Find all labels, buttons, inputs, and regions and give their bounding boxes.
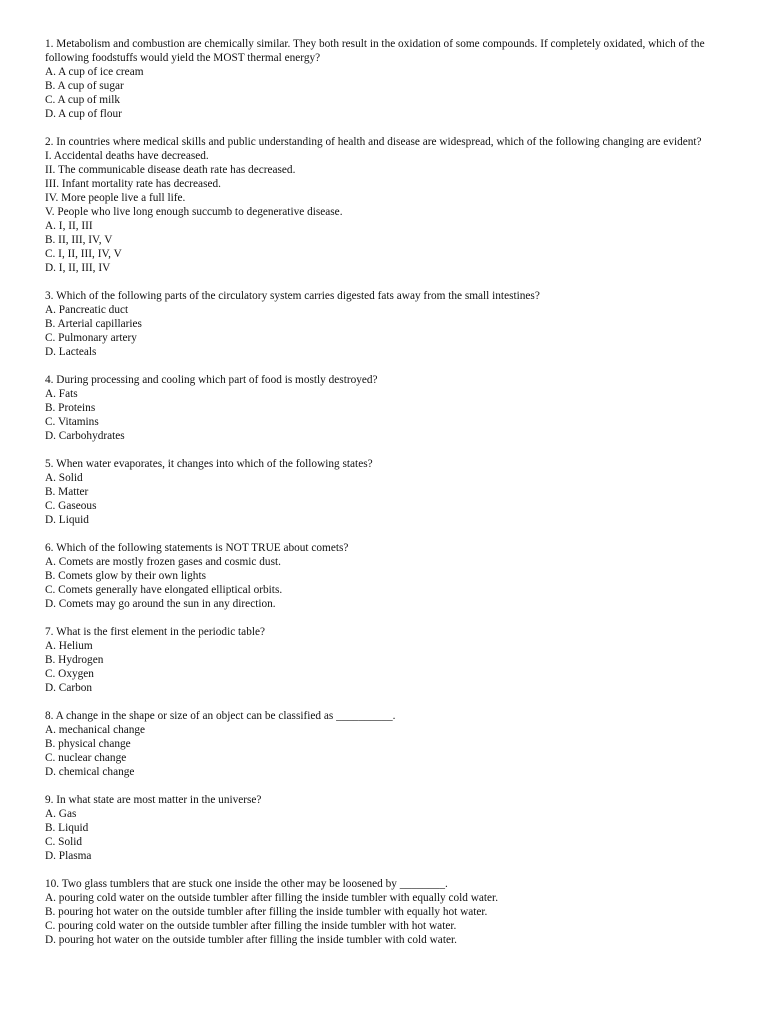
option-c: C. nuclear change xyxy=(45,752,127,764)
option-a: A. pouring cold water on the outside tumbler after filling the inside tumbler with equally cold water. xyxy=(45,892,499,904)
statement-iii: III. Infant mortality rate has decreased. xyxy=(45,178,221,190)
option-c: C. Pulmonary artery xyxy=(45,332,137,344)
question-stem: 7. What is the first element in the periodic table? xyxy=(45,626,266,638)
question-2 xyxy=(45,135,735,275)
question-7 xyxy=(45,625,735,695)
option-c: C. A cup of milk xyxy=(45,94,121,106)
question-stem: 8. A change in the shape or size of an object can be classified as __________. xyxy=(45,710,396,722)
option-a: A. Helium xyxy=(45,640,93,652)
option-c: C. pouring cold water on the outside tumbler after filling the inside tumbler with hot water. xyxy=(45,920,457,932)
option-c: C. I, II, III, IV, V xyxy=(45,248,122,260)
question-5 xyxy=(45,457,735,527)
document-page xyxy=(45,37,735,961)
option-d: D. Comets may go around the sun in any direction. xyxy=(45,598,276,610)
option-d: D. Liquid xyxy=(45,514,89,526)
option-a: A. Fats xyxy=(45,388,78,400)
statement-v: V. People who live long enough succumb to degenerative disease. xyxy=(45,206,343,218)
option-b: B. II, III, IV, V xyxy=(45,234,113,246)
question-4 xyxy=(45,373,735,443)
option-b: B. Liquid xyxy=(45,822,89,834)
option-d: D. A cup of flour xyxy=(45,108,122,120)
statement-i: I. Accidental deaths have decreased. xyxy=(45,150,209,162)
option-d: D. Carbohydrates xyxy=(45,430,125,442)
option-b: B. physical change xyxy=(45,738,131,750)
statement-iv: IV. More people live a full life. xyxy=(45,192,186,204)
option-c: C. Solid xyxy=(45,836,83,848)
option-a: A. A cup of ice cream xyxy=(45,66,144,78)
option-d: D. Lacteals xyxy=(45,346,97,358)
option-d: D. Carbon xyxy=(45,682,93,694)
option-d: D. I, II, III, IV xyxy=(45,262,111,274)
question-10 xyxy=(45,877,735,947)
question-stem: 9. In what state are most matter in the universe? xyxy=(45,794,262,806)
option-a: A. mechanical change xyxy=(45,724,146,736)
question-3 xyxy=(45,289,735,359)
option-c: C. Oxygen xyxy=(45,668,94,680)
option-b: B. Comets glow by their own lights xyxy=(45,570,206,582)
option-a: A. Pancreatic duct xyxy=(45,304,129,316)
option-b: B. Hydrogen xyxy=(45,654,104,666)
option-d: D. pouring hot water on the outside tumbler after filling the inside tumbler with cold water. xyxy=(45,934,457,946)
option-b: B. Arterial capillaries xyxy=(45,318,142,330)
option-c: C. Gaseous xyxy=(45,500,97,512)
option-a: A. Gas xyxy=(45,808,77,820)
question-stem: 4. During processing and cooling which part of food is mostly destroyed? xyxy=(45,374,378,386)
question-stem: 3. Which of the following parts of the circulatory system carries digested fats away from the small intestines? xyxy=(45,290,540,302)
question-stem: 5. When water evaporates, it changes into which of the following states? xyxy=(45,458,373,470)
option-a: A. Solid xyxy=(45,472,83,484)
option-b: B. Proteins xyxy=(45,402,96,414)
question-9 xyxy=(45,793,735,863)
question-stem: 2. In countries where medical skills and public understanding of health and disease are widespread, which of the following changing are evident? xyxy=(45,136,702,148)
option-c: C. Comets generally have elongated elliptical orbits. xyxy=(45,584,283,596)
option-c: C. Vitamins xyxy=(45,416,99,428)
option-d: D. chemical change xyxy=(45,766,135,778)
question-8 xyxy=(45,709,735,779)
option-d: D. Plasma xyxy=(45,850,92,862)
question-stem: 1. Metabolism and combustion are chemically similar. They both result in the oxidation of some compounds. If completely oxidated, which of the following foodstuffs would yield the MOST thermal energy? xyxy=(45,38,705,64)
option-a: A. I, II, III xyxy=(45,220,93,232)
question-1 xyxy=(45,37,735,121)
question-stem: 10. Two glass tumblers that are stuck one inside the other may be loosened by ________. xyxy=(45,878,448,890)
statement-ii: II. The communicable disease death rate has decreased. xyxy=(45,164,296,176)
option-b: B. pouring hot water on the outside tumbler after filling the inside tumbler with equally hot water. xyxy=(45,906,488,918)
option-a: A. Comets are mostly frozen gases and cosmic dust. xyxy=(45,556,281,568)
option-b: B. A cup of sugar xyxy=(45,80,124,92)
question-stem: 6. Which of the following statements is NOT TRUE about comets? xyxy=(45,542,349,554)
question-6 xyxy=(45,541,735,611)
option-b: B. Matter xyxy=(45,486,89,498)
